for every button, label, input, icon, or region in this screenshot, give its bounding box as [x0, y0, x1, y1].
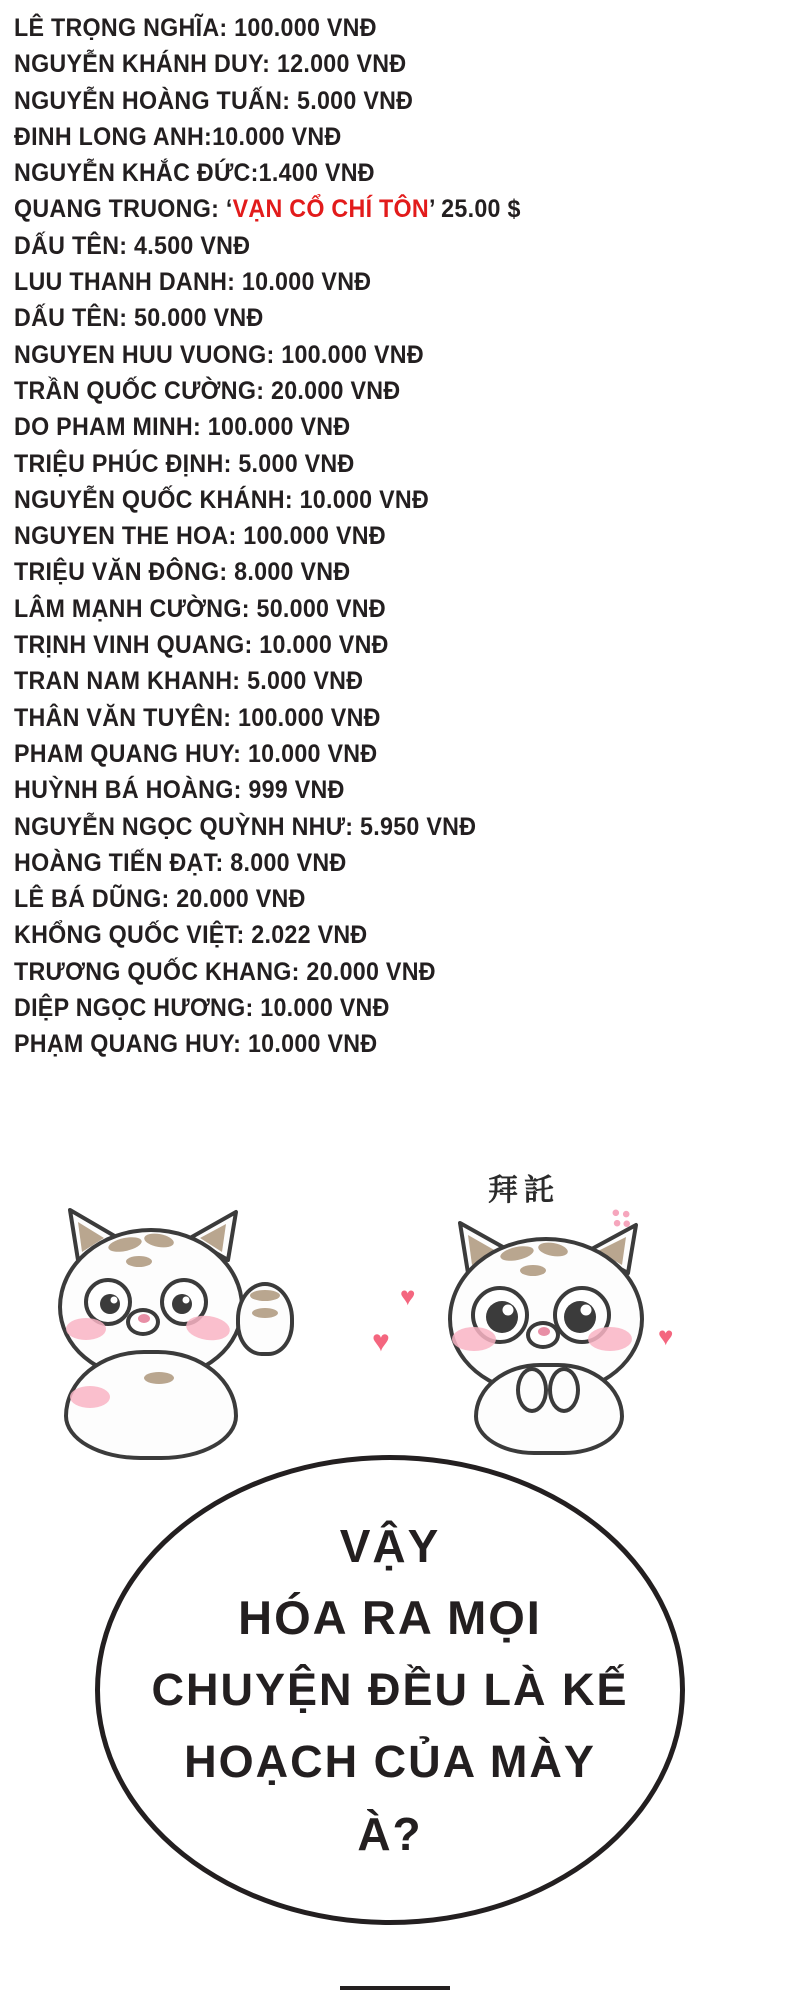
donor-row	[14, 373, 745, 409]
donor-row	[14, 300, 745, 336]
left-cat	[40, 1190, 300, 1430]
donor-row	[14, 845, 745, 881]
speech-line: VẬY	[339, 1520, 441, 1572]
right-cat	[372, 1173, 710, 1435]
donor-name: LUU THANH DANH:	[14, 268, 242, 297]
cat-illustrations	[0, 1155, 800, 1455]
donor-row	[14, 409, 745, 445]
donor-row	[14, 482, 745, 518]
donor-amount: 10.000 VNĐ	[247, 739, 378, 768]
right-cat-nose	[538, 1327, 550, 1336]
donor-row	[14, 736, 745, 772]
speech-line: HOẠCH CỦA MÀY	[184, 1736, 596, 1787]
donor-amount: 8.000 VNĐ	[230, 848, 347, 877]
donor-name: NGUYỄN QUỐC KHÁNH:	[14, 485, 300, 514]
donor-amount: 100.000 VNĐ	[238, 703, 381, 732]
donor-name: DO PHAM MINH:	[14, 413, 208, 442]
donor-amount: ’ 25.00 $	[428, 195, 521, 224]
bottom-divider	[340, 1986, 450, 1990]
donor-amount: 20.000 VNĐ	[176, 885, 306, 914]
left-cat-stripe	[126, 1256, 152, 1267]
donor-row	[14, 10, 745, 46]
donor-row	[14, 881, 745, 917]
donor-amount: 8.000 VNĐ	[234, 558, 351, 587]
donor-amount: 12.000 VNĐ	[276, 50, 407, 79]
donor-amount: 5.000 VNĐ	[238, 449, 355, 478]
donor-name: PHẠM QUANG HUY:	[14, 1030, 248, 1059]
donor-amount: 10.000 VNĐ	[299, 485, 430, 514]
donor-name: TRẦN QUỐC CƯỜNG:	[14, 376, 271, 405]
donor-row	[14, 46, 745, 82]
donor-name: THÂN VĂN TUYÊN:	[14, 703, 239, 732]
heart-icon: ♥	[658, 1321, 674, 1351]
left-cat-nose	[138, 1314, 150, 1323]
donor-row-special	[14, 191, 745, 227]
donor-amount: 5.000 VNĐ	[247, 667, 364, 696]
donor-amount: 50.000 VNĐ	[256, 594, 386, 623]
left-cat-paw-stripe	[250, 1290, 280, 1301]
donor-row	[14, 518, 745, 554]
speech-line: CHUYỆN ĐỀU LÀ KẾ	[151, 1664, 629, 1715]
donor-highlight: VẠN CỔ CHÍ TÔN	[232, 195, 429, 224]
donor-name: HOÀNG TIẾN ĐẠT:	[14, 848, 231, 877]
donor-row	[14, 554, 745, 590]
donor-name: LÊ BÁ DŨNG:	[14, 885, 177, 914]
donor-row	[14, 627, 745, 663]
donor-name: TRIỆU VĂN ĐÔNG:	[14, 558, 235, 587]
donor-row	[14, 663, 745, 699]
left-cat-blush	[66, 1318, 106, 1340]
donor-amount: 50.000 VNĐ	[134, 304, 264, 333]
right-cat-note: 拜託	[488, 1173, 560, 1208]
donor-amount: 10.000 VNĐ	[241, 268, 372, 297]
donor-amount: 10.000 VNĐ	[247, 1030, 378, 1059]
right-cat-blush	[452, 1327, 496, 1351]
donor-name: TRAN NAM KHANH:	[14, 667, 248, 696]
left-cat-paw-stripe	[252, 1308, 278, 1318]
left-cat-body-stripe	[144, 1372, 174, 1384]
donor-row	[14, 155, 745, 191]
speech-line: HÓA RA MỌI	[238, 1591, 542, 1644]
heart-icon: ♥	[400, 1281, 416, 1311]
donor-name: NGUYỄN KHẮC ĐỨC:	[14, 159, 259, 188]
right-cat-paw	[516, 1367, 548, 1413]
donor-amount: 10.000 VNĐ	[212, 122, 342, 151]
donor-name: PHAM QUANG HUY:	[14, 739, 248, 768]
donor-amount: 2.022 VNĐ	[251, 921, 368, 950]
donor-name: ĐINH LONG ANH:	[14, 122, 213, 151]
donor-row	[14, 809, 745, 845]
donor-row	[14, 264, 745, 300]
speech-line: À?	[357, 1808, 423, 1860]
donor-amount: 100.000 VNĐ	[234, 14, 377, 42]
donor-name: KHỔNG QUỐC VIỆT:	[14, 921, 252, 950]
donor-name: HUỲNH BÁ HOÀNG:	[14, 776, 249, 805]
donor-row	[14, 700, 745, 736]
donor-amount: 20.000 VNĐ	[270, 376, 401, 405]
donor-row	[14, 954, 745, 990]
donor-name: TRƯƠNG QUỐC KHANG:	[14, 957, 307, 986]
speech-bubble	[95, 1455, 685, 1925]
donor-name: NGUYỄN NGỌC QUỲNH NHƯ:	[14, 812, 361, 841]
donor-name: LÂM MẠNH CƯỜNG:	[14, 594, 257, 623]
donor-amount: 100.000 VNĐ	[281, 340, 424, 369]
donor-row	[14, 83, 745, 119]
donor-amount: 5.950 VNĐ	[360, 812, 477, 841]
donor-row	[14, 917, 745, 953]
donor-name: NGUYỄN HOÀNG TUẤN:	[14, 86, 298, 115]
donor-amount: 4.500 VNĐ	[134, 231, 251, 260]
donor-amount: 10.000 VNĐ	[259, 631, 389, 660]
donor-row	[14, 337, 745, 373]
donor-row	[14, 1026, 745, 1062]
donor-amount: 1.400 VNĐ	[258, 159, 375, 188]
donor-amount: 100.000 VNĐ	[207, 413, 351, 442]
right-cat-body	[474, 1363, 624, 1455]
donor-name: NGUYEN THE HOA:	[14, 522, 244, 551]
donor-name: DẤU TÊN:	[14, 304, 135, 333]
left-cat-body-blush	[70, 1386, 110, 1408]
heart-icon: ♥	[372, 1325, 390, 1358]
donor-row	[14, 591, 745, 627]
right-cat-blush	[588, 1327, 632, 1351]
donor-row	[14, 119, 745, 155]
donor-amount: 20.000 VNĐ	[306, 957, 436, 986]
donor-row	[14, 772, 745, 808]
donor-amount: 5.000 VNĐ	[297, 86, 414, 115]
donor-name: TRIỆU PHÚC ĐỊNH:	[14, 449, 239, 478]
donor-amount: 100.000 VNĐ	[243, 522, 386, 551]
donor-name: LÊ TRỌNG NGHĨA:	[14, 14, 235, 42]
donor-name: QUANG TRUONG: ‘	[14, 195, 233, 224]
donor-name: DIỆP NGỌC HƯƠNG:	[14, 994, 261, 1023]
donor-row	[14, 446, 745, 482]
donor-name: NGUYỄN KHÁNH DUY:	[14, 50, 277, 79]
donor-amount: 10.000 VNĐ	[260, 994, 390, 1023]
donor-name: NGUYEN HUU VUONG:	[14, 340, 282, 369]
donor-row	[14, 228, 745, 264]
donor-amount: 999 VNĐ	[248, 776, 345, 805]
donor-name: TRỊNH VINH QUANG:	[14, 631, 260, 660]
donor-name: DẤU TÊN:	[14, 231, 135, 260]
right-cat-paw	[548, 1367, 580, 1413]
donor-row	[14, 990, 745, 1026]
